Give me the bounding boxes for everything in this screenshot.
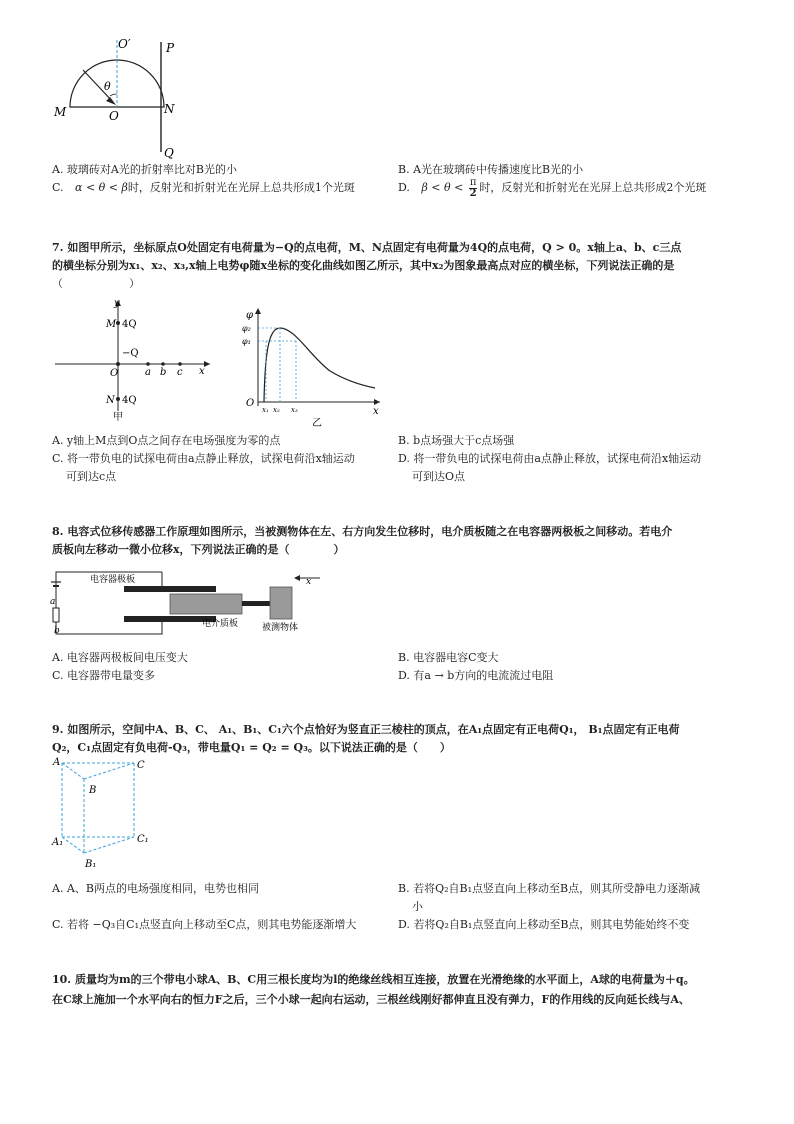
q6-figure (50, 30, 190, 160)
q7-stem-line1: 7. 如图甲所示，坐标原点O处固定有电荷量为−Q的点电荷，M、N点固定有电荷量为4Q的点电荷，Q > 0。x轴上a、b、c三点 (52, 241, 682, 254)
q6-option-d-fraction (469, 178, 478, 199)
jia-label-c: c (177, 367, 183, 378)
q8-option-c: C. 电容器带电量变多 (52, 669, 156, 682)
q8-stem-line1: 8. 电容式位移传感器工作原理如图所示，当被测物体在左、右方向发生位移时，电介质板随之在电容器两极板之间移动。若电介 (52, 525, 673, 538)
yi-label-x2: x₂ (273, 406, 280, 414)
label-P: P (166, 41, 175, 55)
yi-label-phi1: φ₁ (242, 337, 251, 346)
yi-label-x3: x₃ (291, 406, 298, 414)
q6-option-c (52, 180, 355, 196)
q6-fraction-den: 2 (469, 187, 477, 199)
q9-option-c: C. 若将 −Q₃自C₁点竖直向上移动至C点，则其电势能逐渐增大 (52, 918, 357, 931)
arrowhead (106, 97, 116, 105)
q9-stem-line1: 9. 如图所示，空间中A、B、C、 A₁、B₁、C₁六个点恰好为竖直正三棱柱的顶点，在A₁点固定有正电荷Q₁， B₁点固定有正电荷 (52, 723, 680, 736)
q9-option-d: D. 若将Q₂自B₁点竖直向上移动至B点，则其电势能始终不变 (398, 918, 690, 931)
q7-option-c-line1: C. 将一带负电的试探电荷由a点静止释放，试探电荷沿x轴运动 (52, 452, 355, 465)
jia-label-x: x (199, 366, 205, 377)
q6-option-c-text: 时，反射光和折射光在光屏上总共形成1个光斑 (127, 181, 355, 194)
q6-option-c-math: α < θ < β (75, 181, 128, 194)
prism-label-B1: B₁ (85, 859, 97, 870)
q6-fraction-num: π (469, 176, 477, 188)
q9-option-a: A. A、B两点的电场强度相同，电势也相同 (52, 882, 259, 895)
upper-plate (124, 586, 216, 592)
q6-option-a: A. 玻璃砖对A光的折射率比对B光的小 (52, 163, 237, 176)
yi-label-x1: x₁ (262, 406, 269, 414)
q7-stem-line2: 的横坐标分别为x₁、x₂、x₃,x轴上电势φ随x坐标的变化曲线如图乙所示，其中x₂为图象最高点对应的横坐标，下列说法正确的是 (52, 259, 675, 272)
label-Q: Q (164, 146, 174, 160)
jia-label-M: M (106, 319, 117, 330)
q7-option-a: A. y轴上M点到O点之间存在电场强度为零的点 (52, 434, 281, 447)
q6-option-b: B. A光在玻璃砖中传播速度比B光的小 (398, 163, 584, 176)
jia-label-a: a (145, 367, 151, 378)
q6-option-d-prefix: D. (398, 181, 410, 194)
q8-option-b: B. 电容器电容C变大 (398, 651, 499, 664)
q7-option-b: B. b点场强大于c点场强 (398, 434, 515, 447)
q6-option-d-text: 时，反射光和折射光在光屏上总共形成2个光斑 (479, 181, 707, 194)
jia-label-O: O (110, 368, 119, 379)
q10-stem-line2: 在C球上施加一个水平向右的恒力F之后，三个小球一起向右运动，三根丝线刚好都伸直且没有弹力，F的作用线的反向延长线与A、 (52, 993, 690, 1006)
jia-label-y: y (114, 298, 120, 309)
prism-label-A1: A₁ (52, 837, 64, 848)
q7-figure-yi (240, 306, 390, 431)
q9-option-b-line1: B. 若将Q₂自B₁点竖直向上移动至B点，则其所受静电力逐渐减 (398, 882, 701, 895)
q8-stem-line2: 质板向左移动一微小位移x，下列说法正确的是（ ） (52, 543, 345, 556)
label-capacitor-plate: 电容器极板 (90, 575, 136, 585)
yi-label-phi: φ (246, 310, 254, 321)
q7-option-d-line1: D. 将一带负电的试探电荷由a点静止释放，试探电荷沿x轴运动 (398, 452, 702, 465)
prism-label-C1: C₁ (137, 834, 149, 845)
label-M: M (54, 105, 67, 119)
label-dielectric: 电介质板 (202, 619, 239, 629)
rod (242, 601, 270, 606)
q6-option-c-prefix: C. (52, 181, 64, 194)
yi-label-x: x (373, 406, 379, 417)
jia-label-M-charge: 4Q (122, 319, 137, 330)
resistor (53, 608, 59, 622)
measured-object (270, 587, 292, 619)
prism-label-C: C (137, 760, 145, 771)
yi-label-phi2: φ₂ (242, 324, 251, 333)
label-b: b (54, 626, 60, 636)
q9-stem-line2: Q₂，C₁点固定有负电荷-Q₃，带电量Q₁ = Q₂ = Q₃。以下说法正确的是（ ） (52, 741, 451, 754)
label-O-prime: O′ (118, 37, 131, 51)
jia-label-b: b (160, 367, 167, 378)
q7-figure-jia (50, 296, 220, 426)
q6-option-d-math: β < θ < (421, 181, 464, 194)
q9-option-b-line2: 小 (412, 900, 423, 913)
jia-label-N-charge: 4Q (122, 395, 137, 406)
q7-option-c-line2: 可到达c点 (66, 470, 117, 483)
q9-figure (50, 755, 160, 875)
jia-label-negQ: −Q (122, 348, 139, 359)
potential-curve (264, 328, 375, 402)
q8-option-a: A. 电容器两极板间电压变大 (52, 651, 188, 664)
prism-label-A: A (53, 757, 61, 768)
label-a: a (50, 597, 56, 607)
label-theta: θ (104, 80, 111, 93)
jia-caption: 甲 (113, 412, 123, 423)
q10-stem-line1: 10. 质量均为m的三个带电小球A、B、C用三根长度均为l的绝缘丝线相互连接，放置在光滑绝缘的水平面上，A球的电荷量为＋q。 (52, 973, 695, 986)
label-N: N (164, 102, 175, 116)
label-measured-object: 被测物体 (262, 623, 299, 633)
q7-stem-line3: （ ） (52, 277, 140, 290)
q6-option-d (398, 176, 706, 200)
jia-label-N: N (106, 395, 115, 406)
q7-option-d-line2: 可到达O点 (412, 470, 466, 483)
q8-option-d: D. 有a → b方向的电流流过电阻 (398, 669, 554, 682)
prism-label-B: B (89, 785, 97, 796)
yi-caption: 乙 (312, 418, 322, 429)
label-x: x (306, 577, 312, 587)
yi-label-O: O (246, 398, 255, 409)
label-O: O (109, 109, 119, 123)
dielectric-slab (170, 594, 242, 614)
q8-figure (50, 564, 320, 646)
